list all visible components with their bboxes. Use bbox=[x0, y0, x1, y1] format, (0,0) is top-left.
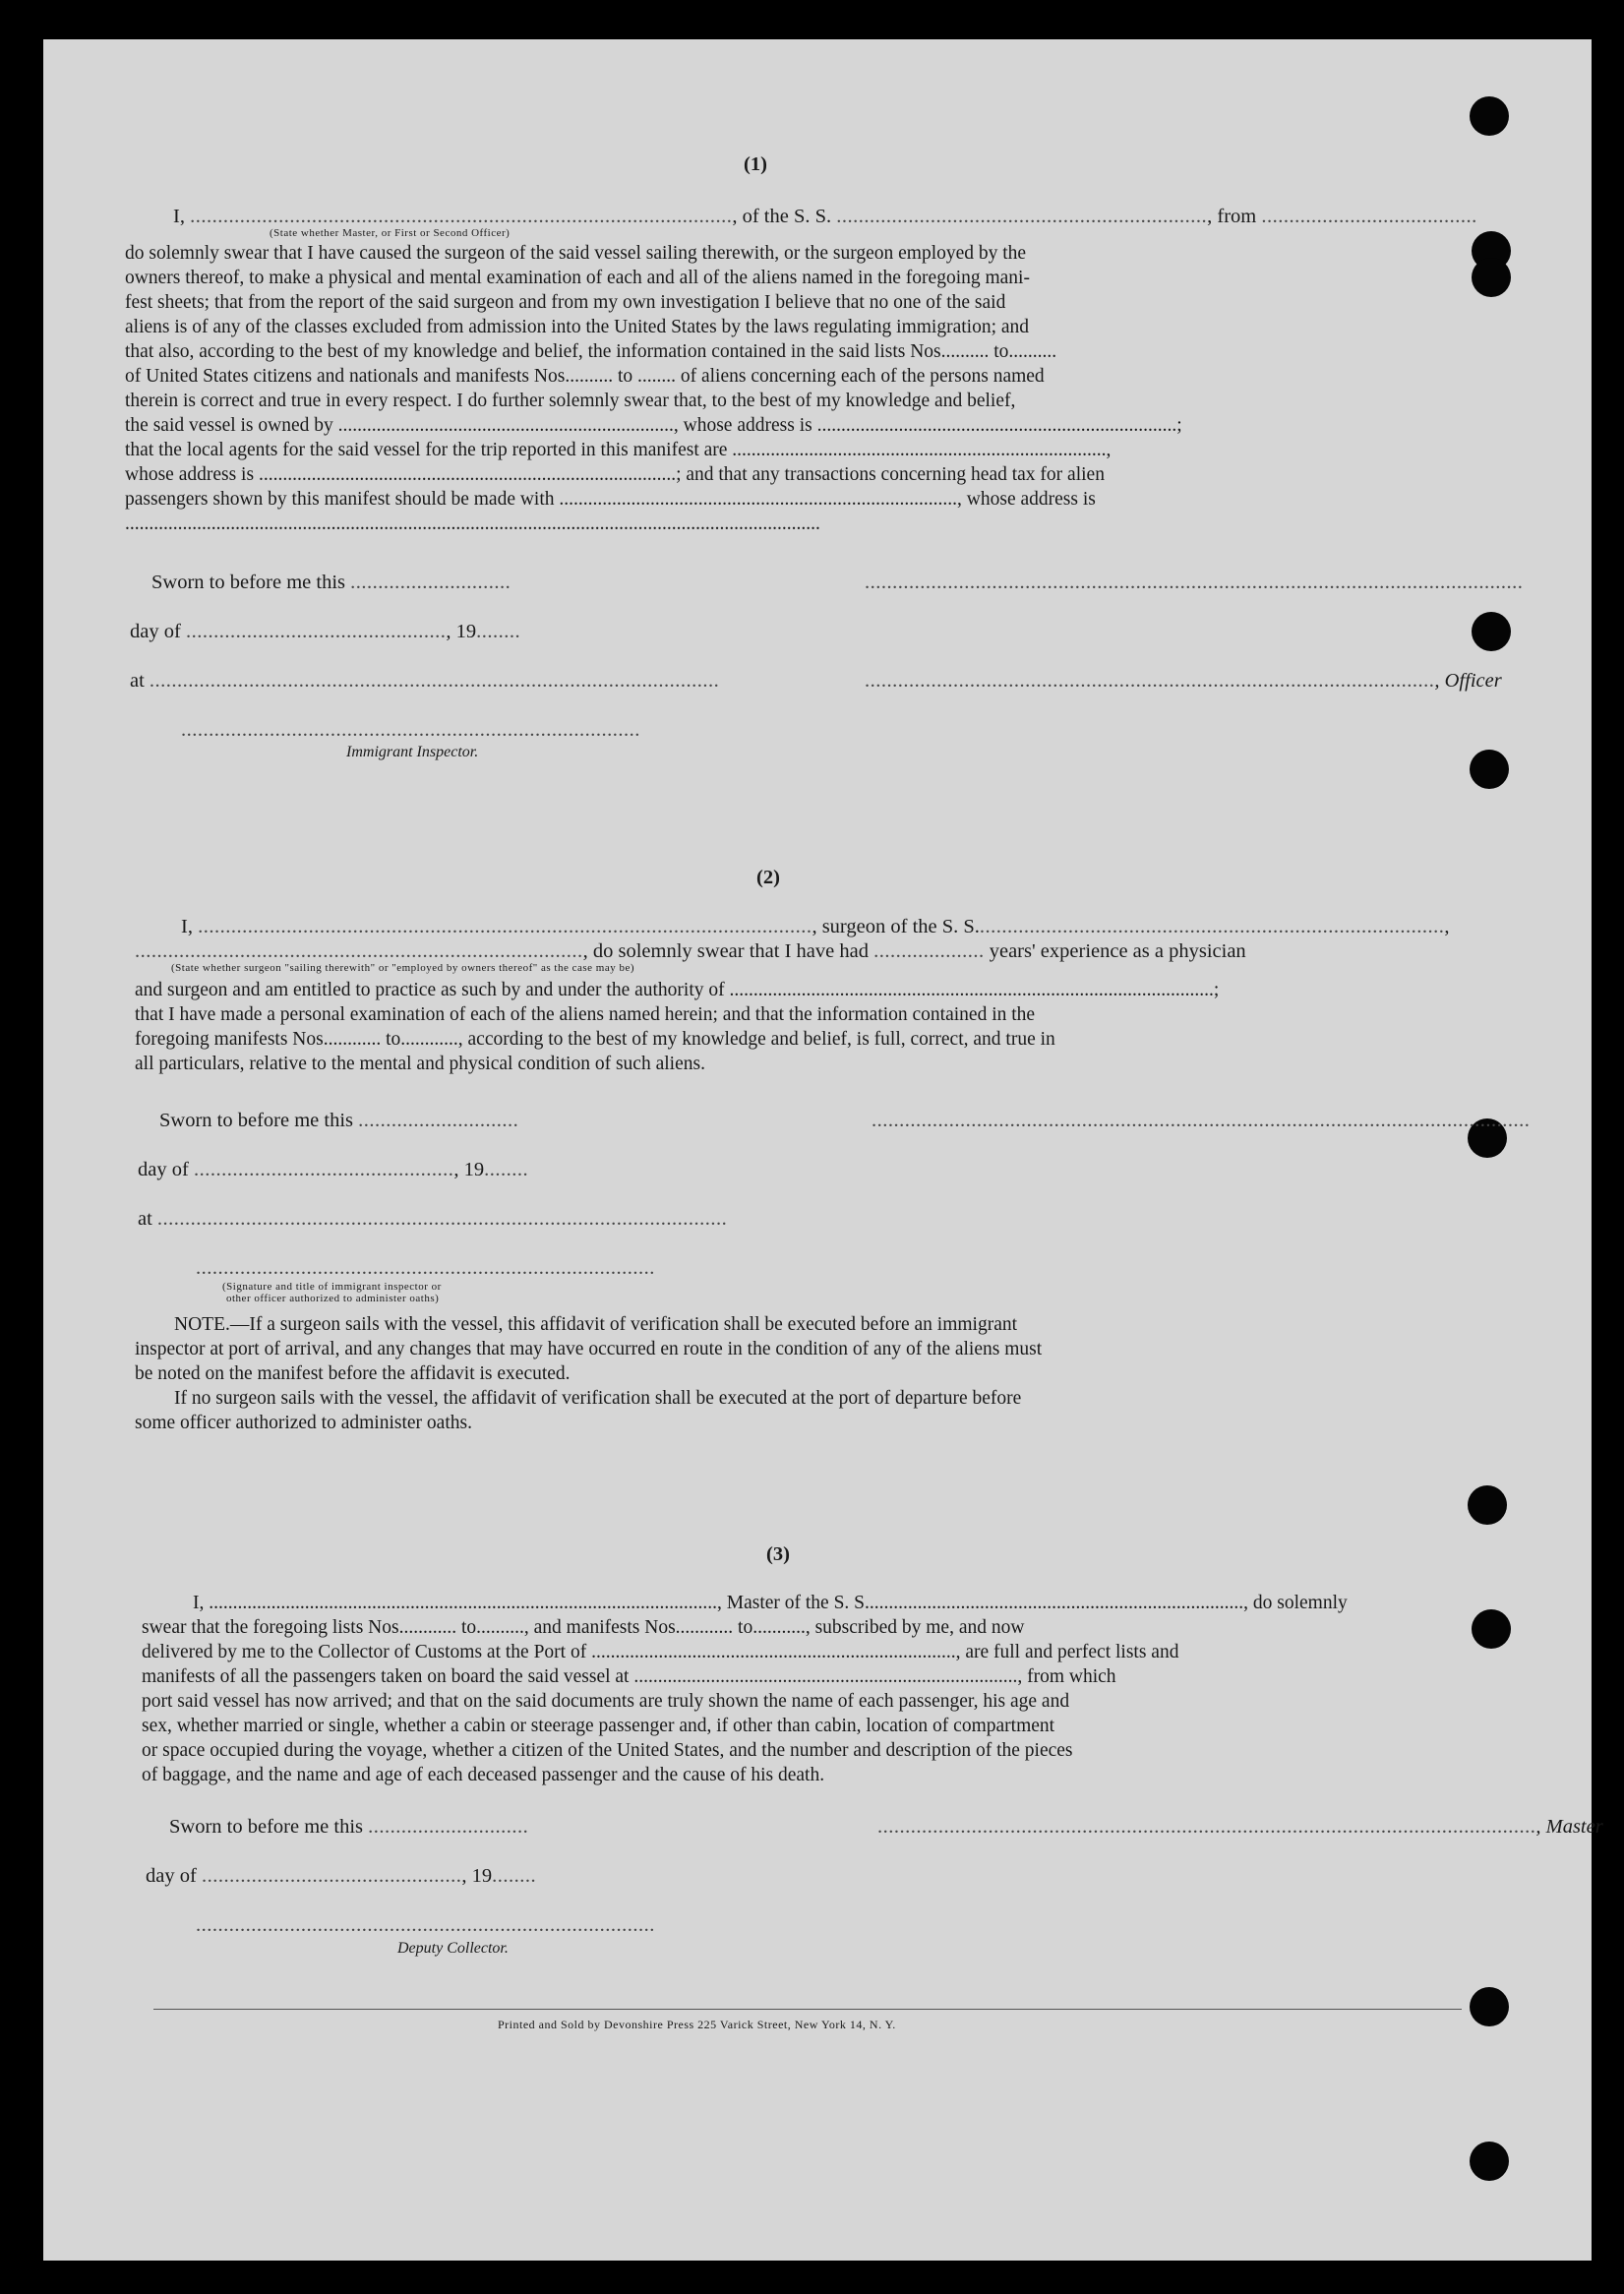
text: at bbox=[138, 1208, 152, 1230]
paragraph-line: delivered by me to the Collector of Customs at the Port of ............................................................................, are full and perfect lists and bbox=[142, 1642, 1179, 1662]
paragraph-line: all particulars, relative to the mental and physical condition of such aliens. bbox=[135, 1054, 705, 1074]
oath-2-line-1 bbox=[181, 915, 1450, 939]
text: I, bbox=[173, 206, 185, 227]
day-of-line-2 bbox=[138, 1158, 528, 1182]
blank-deputy-signature: ................................................................................... bbox=[196, 1914, 655, 1936]
punch-hole bbox=[1472, 258, 1511, 297]
paragraph-line: and surgeon and am entitled to practice as such by and under the authority of .....................................................................................................; bbox=[135, 980, 1220, 1000]
paragraph-line: manifests of all the passengers taken on board the said vessel at ................................................................................, from which bbox=[142, 1666, 1116, 1687]
paragraph-line: fest sheets; that from the report of the said surgeon and from my own investigation I believe that no one of the said bbox=[125, 292, 1006, 313]
master-signature-line bbox=[877, 1815, 1603, 1840]
blank-sworn-date: ............................. bbox=[368, 1816, 529, 1838]
punch-hole bbox=[1470, 1987, 1509, 2026]
paragraph-line: of United States citizens and nationals and manifests Nos.......... to ........ of aliens concerning each of the persons named bbox=[125, 366, 1045, 387]
day-of-line-1 bbox=[130, 620, 520, 644]
blank-day: ............................................... bbox=[185, 621, 447, 642]
blank-surgeon-type: ................................................................................. bbox=[135, 940, 583, 962]
punch-hole bbox=[1470, 750, 1509, 789]
officer-label: , Officer bbox=[1434, 670, 1502, 692]
blank-signature: ....................................................................................................................... bbox=[865, 572, 1524, 593]
blank-year: ........ bbox=[476, 621, 521, 642]
paragraph-line: do solemnly swear that I have caused the surgeon of the said vessel sailing therewith, or the surgeon employed by the bbox=[125, 243, 1027, 264]
paragraph-line: swear that the foregoing lists Nos............ to.........., and manifests Nos............ to..........., subscribed by me, and now bbox=[142, 1617, 1025, 1638]
blank-sworn-date: ............................. bbox=[358, 1110, 519, 1131]
blank-sworn-date: ............................. bbox=[350, 572, 511, 593]
paragraph-line: or space occupied during the voyage, whether a citizen of the United States, and the number and description of the pieces bbox=[142, 1740, 1073, 1761]
paragraph-line: If no surgeon sails with the vessel, the affidavit of verification shall be executed at the port of departure before bbox=[174, 1388, 1022, 1409]
paragraph-line: ................................................................................................................................................. bbox=[125, 513, 820, 534]
printer-imprint: Printed and Sold by Devonshire Press 225 Varick Street, New York 14, N. Y. bbox=[498, 2018, 896, 2031]
oath-1-paragraph bbox=[125, 241, 1443, 536]
paragraph-line: NOTE.—If a surgeon sails with the vessel, this affidavit of verification shall be executed before an immigrant bbox=[174, 1314, 1018, 1335]
text: at bbox=[130, 670, 145, 692]
text: , 19 bbox=[453, 1159, 485, 1180]
blank-inspector-signature: ................................................................................... bbox=[181, 719, 640, 741]
blank-officer-name: .................................................................................................. bbox=[190, 206, 733, 227]
oath-2-line-2 bbox=[135, 939, 1246, 964]
officer-note: (State whether Master, or First or Second Officer) bbox=[270, 227, 511, 239]
text: , of the S. S. bbox=[732, 206, 832, 227]
paragraph-line: therein is correct and true in every respect. I do further solemnly swear that, to the best of my knowledge and belief, bbox=[125, 391, 1016, 411]
sworn-line-3 bbox=[169, 1815, 528, 1840]
oath-2-paragraph bbox=[135, 978, 1453, 1076]
signature-note: (Signature and title of immigrant inspector or bbox=[222, 1281, 442, 1293]
text: , from bbox=[1207, 206, 1257, 227]
blank-day: ............................................... bbox=[193, 1159, 454, 1180]
text: I, bbox=[181, 916, 193, 937]
master-label: , Master bbox=[1535, 1816, 1603, 1838]
paragraph-line: owners thereof, to make a physical and mental examination of each and all of the aliens named in the foregoing mani- bbox=[125, 268, 1030, 288]
punch-hole bbox=[1468, 1485, 1507, 1525]
blank-master-signature: ....................................................................................................................... bbox=[877, 1816, 1536, 1838]
text: day of bbox=[146, 1865, 197, 1887]
oath-3-paragraph bbox=[142, 1591, 1460, 1787]
section-2-heading: (2) bbox=[756, 867, 780, 888]
paragraph-line: foregoing manifests Nos............ to............, according to the best of my knowledge and belief, is full, correct, and true in bbox=[135, 1029, 1055, 1050]
section-3-heading: (3) bbox=[766, 1543, 790, 1565]
punch-hole bbox=[1472, 1609, 1511, 1649]
text: , 19 bbox=[461, 1865, 493, 1887]
blank-place: ....................................................................................................... bbox=[149, 670, 720, 692]
surgeon-note: (State whether surgeon "sailing therewith" or "employed by owners thereof" as the case may be) bbox=[171, 962, 635, 974]
blank-place: ....................................................................................................... bbox=[156, 1208, 728, 1230]
paragraph-line: inspector at port of arrival, and any changes that may have occurred en route in the condition of any of the aliens must bbox=[135, 1339, 1043, 1359]
text: day of bbox=[130, 621, 181, 642]
punch-hole bbox=[1470, 96, 1509, 136]
blank-from-port: ....................................... bbox=[1261, 206, 1477, 227]
text: Sworn to before me this bbox=[159, 1110, 353, 1131]
paragraph-line: passengers shown by this manifest should be made with ..................................................................................., whose address is bbox=[125, 489, 1096, 510]
text: , surgeon of the S. S. bbox=[812, 916, 980, 937]
at-line-1 bbox=[130, 669, 719, 694]
blank-signature: ....................................................................................................................... bbox=[872, 1110, 1531, 1131]
paragraph-line: that also, according to the best of my knowledge and belief, the information contained in the said lists Nos.......... to.......... bbox=[125, 341, 1057, 362]
deputy-label: Deputy Collector. bbox=[397, 1940, 509, 1957]
blank-years: .................... bbox=[873, 940, 985, 962]
blank-day: ............................................... bbox=[201, 1865, 462, 1887]
paragraph-line: of baggage, and the name and age of each deceased passenger and the cause of his death. bbox=[142, 1765, 825, 1785]
document-page bbox=[43, 39, 1603, 2261]
sworn-line-2 bbox=[159, 1109, 518, 1133]
blank-vessel-name: .................................................................................... bbox=[979, 916, 1445, 937]
punch-hole bbox=[1470, 2142, 1509, 2181]
text: Sworn to before me this bbox=[151, 572, 345, 593]
oath-1-line-1 bbox=[173, 205, 1477, 229]
inspector-label: Immigrant Inspector. bbox=[346, 744, 479, 760]
paragraph-line: port said vessel has now arrived; and that on the said documents are truly shown the name of each passenger, his age and bbox=[142, 1691, 1070, 1712]
paragraph-line: whose address is .......................................................................................; and that any transactions concerning head tax for alien bbox=[125, 464, 1105, 485]
paragraph-line: the said vessel is owned by ......................................................................, whose address is ...........................................................................; bbox=[125, 415, 1182, 436]
blank-officer-signature: ....................................................................................................... bbox=[865, 670, 1435, 692]
paragraph-line: some officer authorized to administer oaths. bbox=[135, 1413, 472, 1433]
paragraph-line: that the local agents for the said vessel for the trip reported in this manifest are .............................................................................., bbox=[125, 440, 1112, 460]
punch-hole bbox=[1472, 612, 1511, 651]
paragraph-line: be noted on the manifest before the affidavit is executed. bbox=[135, 1363, 571, 1384]
paragraph-line: sex, whether married or single, whether a cabin or steerage passenger and, if other than cabin, location of compartment bbox=[142, 1716, 1055, 1736]
text: day of bbox=[138, 1159, 189, 1180]
blank-year: ........ bbox=[492, 1865, 537, 1887]
text: , bbox=[1444, 916, 1450, 937]
text: Sworn to before me this bbox=[169, 1816, 363, 1838]
text: , 19 bbox=[446, 621, 477, 642]
sworn-line-1 bbox=[151, 571, 511, 595]
blank-surgeon-name: ............................................................................................................... bbox=[198, 916, 812, 937]
paragraph-line: aliens is of any of the classes excluded from admission into the United States by the laws regulating immigration; and bbox=[125, 317, 1030, 337]
section-1-heading: (1) bbox=[744, 153, 767, 175]
blank-year: ........ bbox=[484, 1159, 529, 1180]
day-of-line-3 bbox=[146, 1864, 536, 1889]
blank-vessel-name: ................................................................... bbox=[836, 206, 1208, 227]
footer-rule bbox=[153, 2009, 1462, 2010]
note-paragraph bbox=[135, 1312, 1453, 1435]
paragraph-line: that I have made a personal examination of each of the aliens named herein; and that the information contained in the bbox=[135, 1004, 1036, 1025]
officer-signature-line bbox=[865, 669, 1502, 694]
at-line-2 bbox=[138, 1207, 727, 1232]
text: years' experience as a physician bbox=[989, 940, 1246, 962]
signature-note: other officer authorized to administer oaths) bbox=[226, 1293, 440, 1304]
text: , do solemnly swear that I have had bbox=[582, 940, 869, 962]
blank-inspector-signature: ................................................................................... bbox=[196, 1257, 655, 1279]
paragraph-line: I, .........................................................................................................., Master of the S. S..............................................................................., do solemnly bbox=[193, 1593, 1348, 1613]
